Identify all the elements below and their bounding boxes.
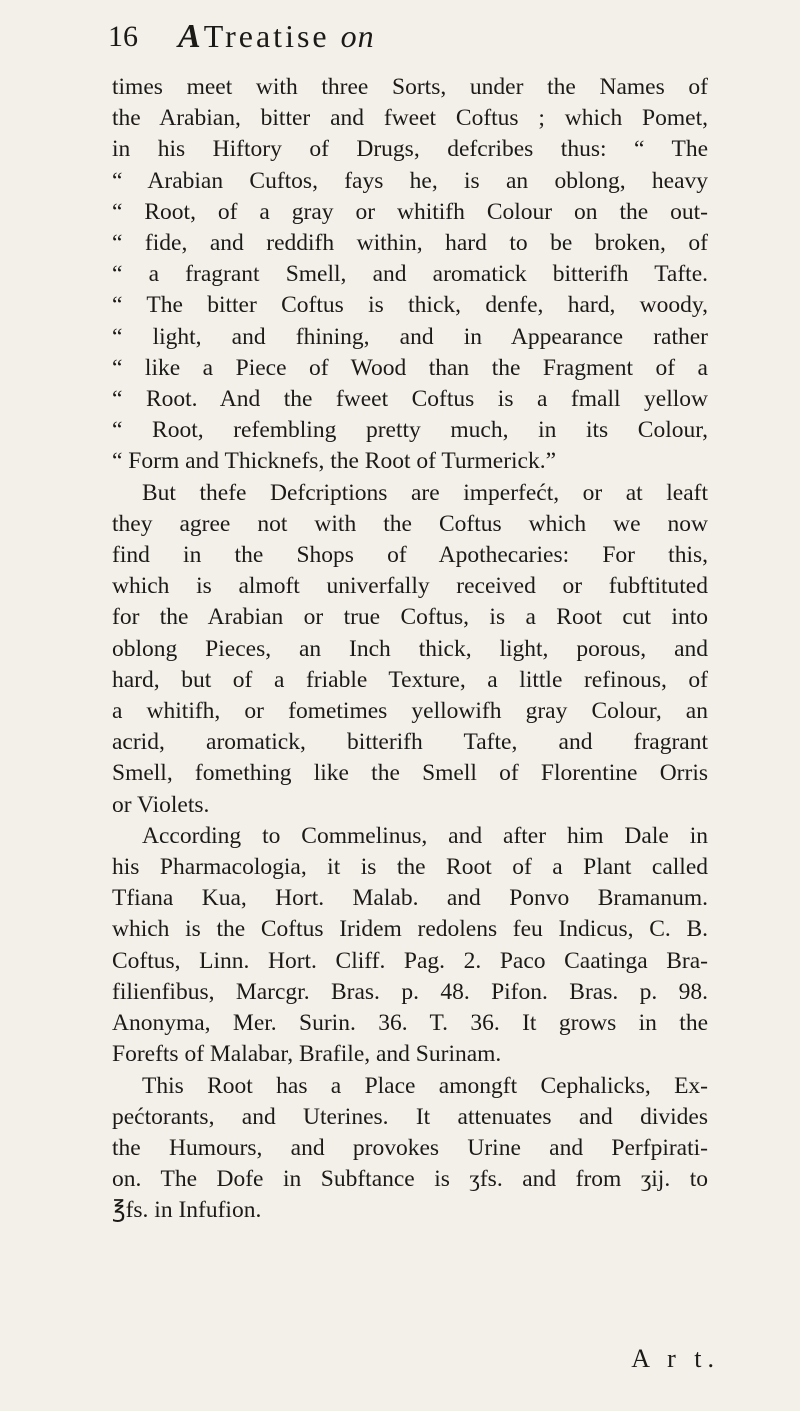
text-line: on. The Dofe in Subftance is ʒfs. and from ʒij. to [112, 1166, 708, 1193]
text-line: “ Arabian Cuftos, fays he, is an oblong, heavy [112, 167, 708, 194]
text-line: which is the Coftus Iridem redolens feu Indicus, C. B. [112, 916, 708, 943]
text-line: for the Arabian or true Coftus, is a Root cut into [112, 604, 708, 631]
page-number: 16 [108, 20, 138, 53]
running-head-end: on [340, 18, 375, 54]
text-line: they agree not with the Coftus which we now [112, 510, 708, 537]
running-head-word: Treatise [203, 18, 330, 54]
page-header [108, 14, 730, 60]
text-line: hard, but of a friable Texture, a little refinous, of [112, 666, 708, 693]
text-line: times meet with three Sorts, under the Names of [112, 74, 708, 100]
body-text [112, 72, 708, 1227]
text-line: oblong Pieces, an Inch thick, light, porous, and [112, 635, 708, 662]
text-line: “ Root, of a gray or whitifh Colour on the out- [112, 198, 708, 225]
text-line: the Humours, and provokes Urine and Perfpirati- [112, 1134, 708, 1161]
text-line: the Arabian, bitter and fweet Coftus ; which Pomet, [112, 105, 708, 132]
text-line: Anonyma, Mer. Surin. 36. T. 36. It grows in the [112, 1010, 708, 1037]
text-line: Smell, fomething like the Smell of Florentine Orris [112, 760, 708, 787]
text-line: in his Hiftory of Drugs, defcribes thus: “ The [112, 136, 708, 163]
text-line: “ a fragrant Smell, and aromatick bitterifh Tafte. [112, 261, 708, 288]
text-line: According to Commelinus, and after him Dale in [142, 822, 708, 849]
text-line: a whitifh, or fometimes yellowifh gray Colour, an [112, 698, 708, 725]
text-line: “ Root. And the fweet Coftus is a fmall yellow [112, 386, 708, 413]
text-line: or Violets. [112, 791, 210, 818]
text-line: acrid, aromatick, bitterifh Tafte, and fragrant [112, 729, 708, 756]
text-line: pećtorants, and Uterines. It attenuates and divides [112, 1103, 708, 1130]
text-line: ℥fs. in Infufion. [112, 1197, 262, 1224]
text-line: Forefts of Malabar, Brafile, and Surinam. [112, 1041, 502, 1068]
text-line: find in the Shops of Apothecaries: For this, [112, 542, 708, 569]
text-line: But thefe Defcriptions are imperfećt, or at leaft [142, 479, 708, 506]
text-line: This Root has a Place amongft Cephalicks, Ex- [142, 1072, 708, 1099]
catchword: A r t. [631, 1344, 720, 1373]
text-line: “ like a Piece of Wood than the Fragment of a [112, 354, 708, 381]
text-line: which is almoft univerfally received or fubftituted [112, 573, 708, 600]
text-line: his Pharmacologia, it is the Root of a Plant called [112, 854, 708, 881]
text-line: “ light, and fhining, and in Appearance rather [112, 323, 708, 350]
text-line: Tfiana Kua, Hort. Malab. and Ponvo Bramanum. [112, 885, 708, 912]
text-line: “ The bitter Coftus is thick, denfe, hard, woody, [112, 292, 708, 319]
running-head-initial: A [178, 18, 204, 55]
text-line: “ fide, and reddifh within, hard to be broken, of [112, 230, 708, 257]
text-line: “ Form and Thicknefs, the Root of Turmerick.” [112, 448, 557, 475]
text-line: Coftus, Linn. Hort. Cliff. Pag. 2. Paco Caatinga Bra- [112, 947, 708, 974]
running-head [178, 18, 375, 56]
text-line: “ Root, refembling pretty much, in its Colour, [112, 417, 708, 444]
text-line: filienfibus, Marcgr. Bras. p. 48. Pifon. Bras. p. 98. [112, 978, 708, 1005]
